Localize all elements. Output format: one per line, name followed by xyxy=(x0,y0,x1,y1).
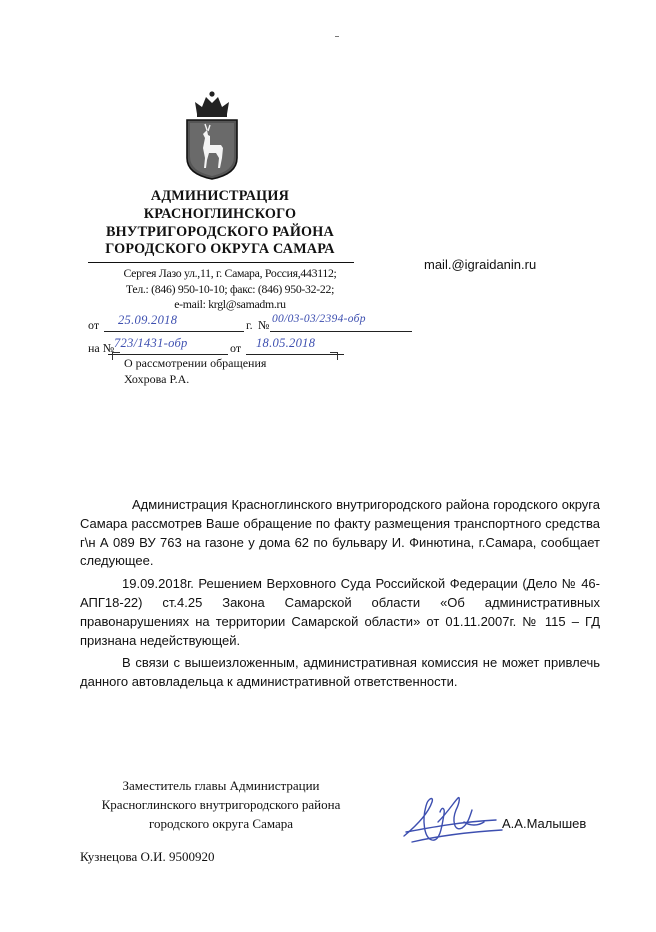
outgoing-number-underline xyxy=(270,331,412,332)
agency-line: ВНУТРИГОРОДСКОГО РАЙОНА xyxy=(106,223,334,240)
signatory-position xyxy=(74,776,368,833)
incoming-number: 723/1431-обр xyxy=(114,336,188,350)
agency-line: ГОРОДСКОГО ОКРУГА САМАРА xyxy=(105,241,335,258)
letter-subject xyxy=(124,355,266,387)
outgoing-date-underline xyxy=(104,331,244,332)
agency-name xyxy=(82,188,358,259)
year-label: г. xyxy=(246,318,253,332)
scan-mark xyxy=(335,36,339,37)
address-line: e-mail: krgl@samadm.ru xyxy=(174,297,286,311)
signatory-name: А.А.Малышев xyxy=(502,816,587,831)
body-paragraph: Администрация Красноглинского внутригородского района городского округа Самара рассмотрев Ваше обращение по факту размещения транспортного средства г\н А 089 ВУ 763 на газоне у дома 62 по бульвару И. Финютина, г.Самара, сообщает следующее. xyxy=(80,497,600,569)
position-line: Заместитель главы Администрации xyxy=(122,778,320,793)
agency-address xyxy=(100,266,360,313)
subject-line: Хохрова Р.А. xyxy=(124,372,190,386)
letter-body xyxy=(80,496,600,696)
position-line: Красноглинского внутригородского района xyxy=(101,797,341,812)
executor-contact: Кузнецова О.И. 9500920 xyxy=(80,849,215,864)
agency-line: КРАСНОГЛИНСКОГО xyxy=(143,205,297,222)
outgoing-date: 25.09.2018 xyxy=(118,313,178,327)
address-line: Тел.: (846) 950-10-10; факс: (846) 950-32-22; xyxy=(125,281,335,296)
recipient-email: mail.@igraidanin.ru xyxy=(424,257,537,272)
position-line: городского округа Самара xyxy=(148,816,294,831)
body-paragraph: 19.09.2018г. Решением Верховного Суда Российской Федерации (Дело № 46-АПГ18-22) ст.4.25 Закона Самарской области «Об административных правонарушениях на территории Самарской области» от 01.11.2007г. № 115 – ГД признана недействующей. xyxy=(80,576,600,648)
number-label: № xyxy=(258,318,270,332)
outgoing-from-label: от xyxy=(88,318,100,332)
signature-scribble-icon xyxy=(398,792,508,848)
agency-line: АДМИНИСТРАЦИЯ xyxy=(150,188,290,204)
samara-coat-of-arms-icon xyxy=(183,90,241,180)
subject-line: О рассмотрении обращения xyxy=(124,356,267,370)
incoming-from-label: от xyxy=(230,341,242,355)
letterhead-divider xyxy=(88,262,354,263)
address-line: Сергея Лазо ул.,11, г. Самара, Россия,443112; xyxy=(123,266,337,280)
subject-bracket-right xyxy=(330,352,338,360)
outgoing-number: 00/03-03/2394-обр xyxy=(272,313,366,325)
incoming-date: 18.05.2018 xyxy=(256,336,316,350)
subject-bracket-left xyxy=(112,352,120,360)
in-reply-label: на № xyxy=(88,341,115,355)
body-paragraph: В связи с вышеизложенным, административная комиссия не может привлечь данного автовладельца к административной ответственности. xyxy=(80,655,600,690)
